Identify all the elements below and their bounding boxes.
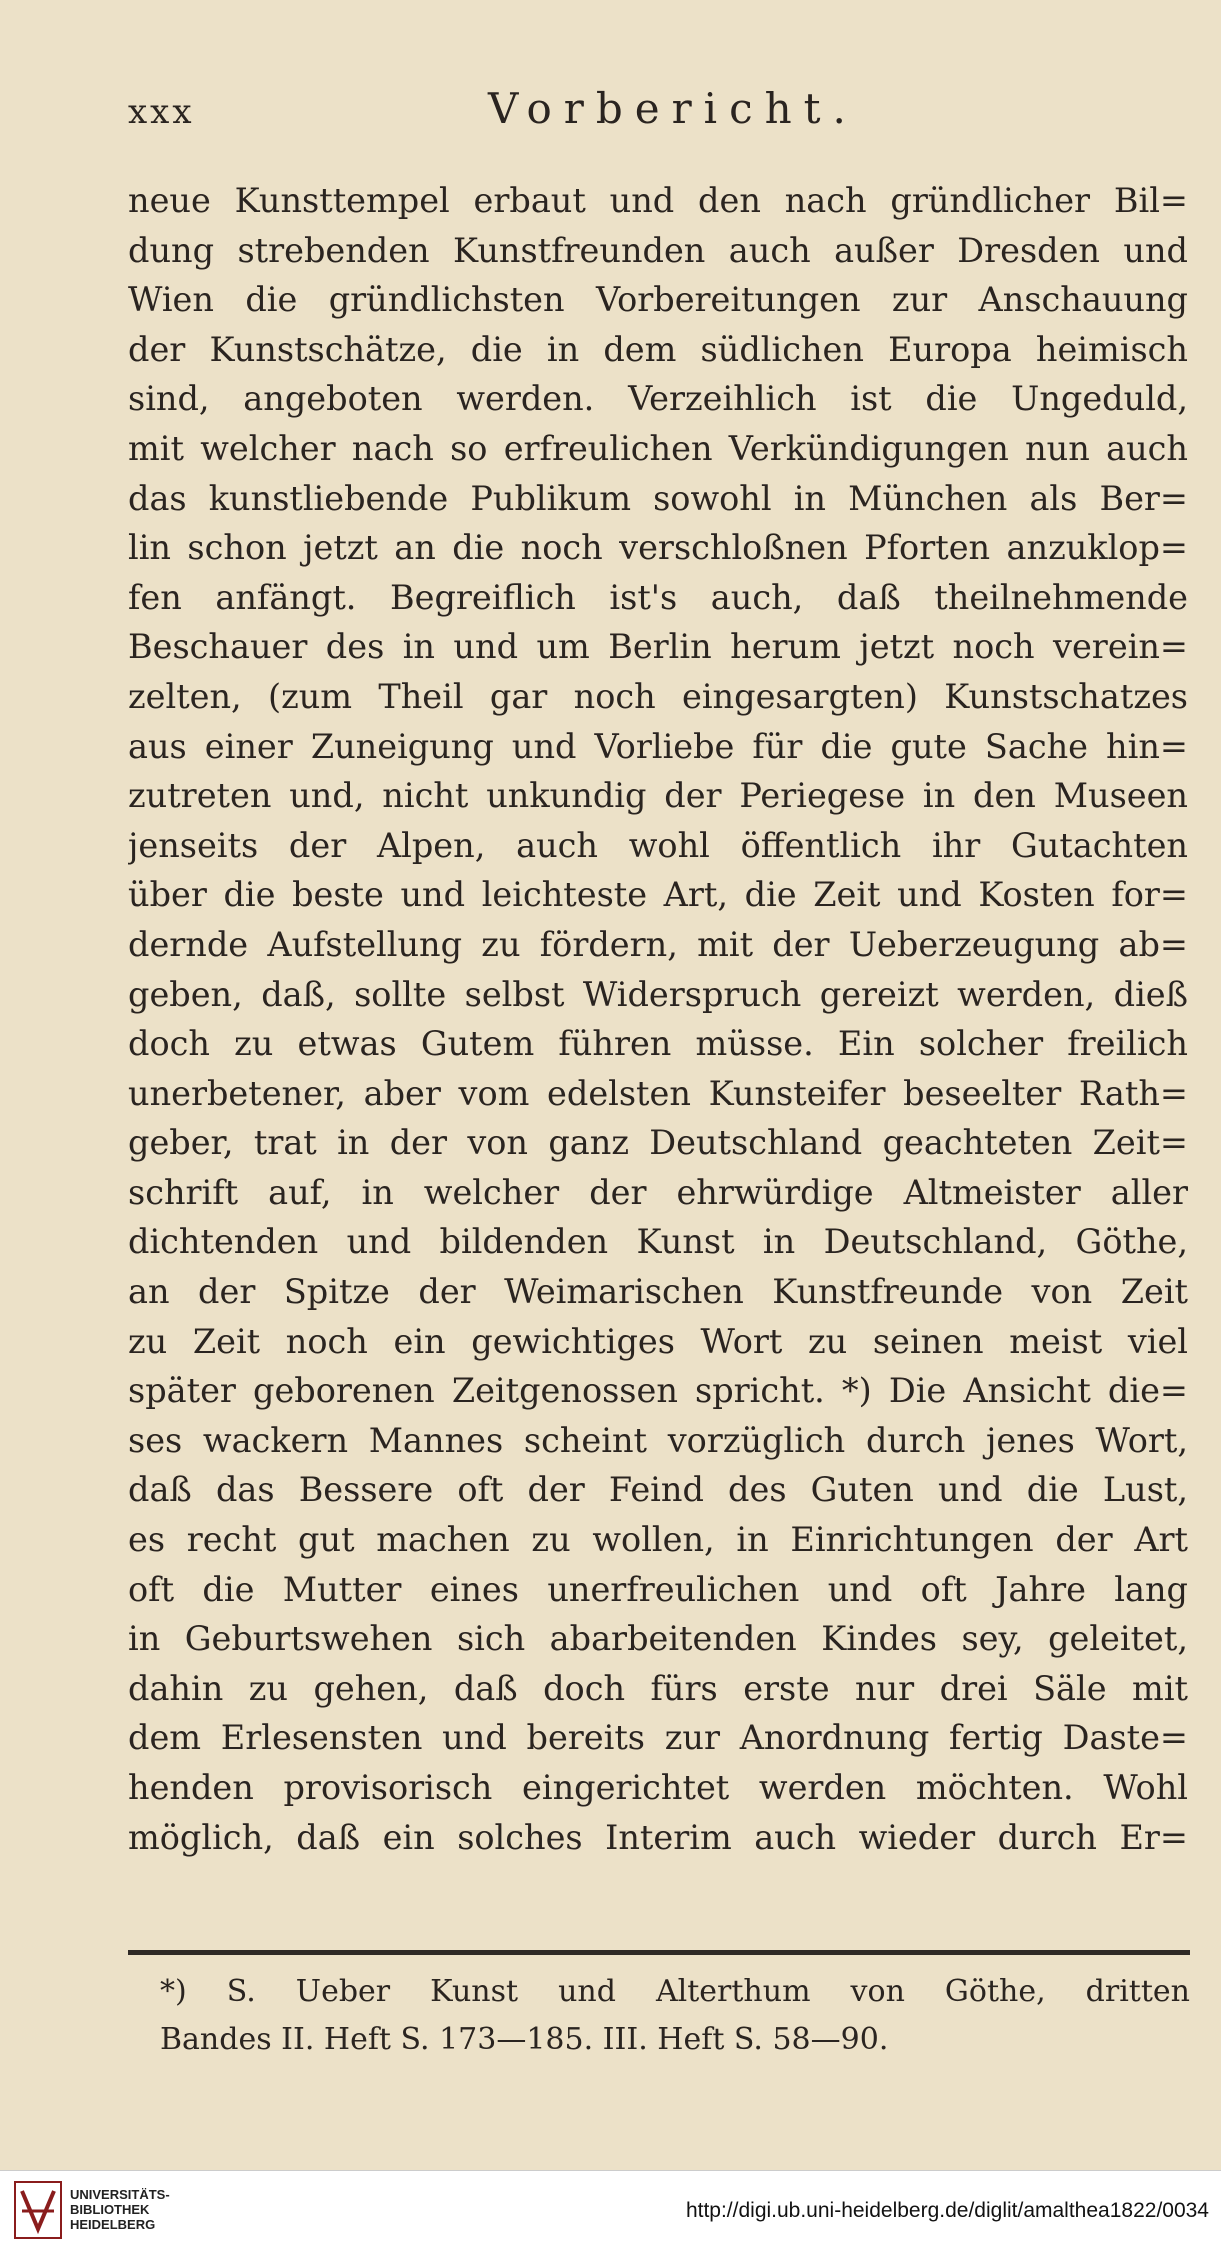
page-number: xxx [128, 92, 195, 132]
text-line: geber, trat in der von ganz Deutschland geachteten Zeit= [128, 1123, 1188, 1163]
footnote [160, 1968, 1190, 2064]
footnote-line: Bandes II. Heft S. 173—185. III. Heft S. 58—90. [160, 2022, 889, 2057]
text-line: möglich, daß ein solches Interim auch wieder durch Er= [128, 1817, 1188, 1857]
text-line: es recht gut machen zu wollen, in Einrichtungen der Art [128, 1520, 1188, 1560]
footnote-rule [128, 1950, 1190, 1955]
text-line: fen anfängt. Begreiflich ist's auch, daß theilnehmende [128, 577, 1188, 617]
text-line: an der Spitze der Weimarischen Kunstfreunde von Zeit [128, 1272, 1188, 1312]
library-logo[interactable] [14, 2181, 224, 2241]
text-line: schrift auf, in welcher der ehrwürdige Altmeister aller [128, 1172, 1188, 1212]
text-line: später geborenen Zeitgenossen spricht. *) Die Ansicht die= [128, 1371, 1188, 1411]
text-line: jenseits der Alpen, auch wohl öffentlich ihr Gutachten [128, 825, 1188, 865]
text-line: in Geburtswehen sich abarbeitenden Kindes sey, geleitet, [128, 1619, 1188, 1659]
text-line: der Kunstschätze, die in dem südlichen Europa heimisch [128, 329, 1188, 369]
text-line: doch zu etwas Gutem führen müsse. Ein solcher freilich [128, 1024, 1188, 1064]
viewer-footer [0, 2170, 1221, 2253]
text-line: henden provisorisch eingerichtet werden möchten. Wohl [128, 1768, 1188, 1807]
library-name-line: HEIDELBERG [70, 2217, 156, 2232]
text-line: mit welcher nach so erfreulichen Verkündigungen nun auch [128, 428, 1188, 468]
text-line: daß das Bessere oft der Feind des Guten und die Lust, [128, 1470, 1188, 1510]
text-line: über die beste und leichteste Art, die Zeit und Kosten for= [128, 875, 1188, 915]
body-text [128, 176, 1188, 1862]
text-line: aus einer Zuneigung und Vorliebe für die gute Sache hin= [128, 726, 1188, 766]
library-name-line: UNIVERSITÄTS- [70, 2187, 170, 2202]
library-name-line: BIBLIOTHEK [70, 2202, 150, 2217]
text-line: ses wackern Mannes scheint vorzüglich durch jenes Wort, [128, 1420, 1188, 1460]
running-head [128, 84, 1188, 144]
text-line: dichtenden und bildenden Kunst in Deutschland, Göthe, [128, 1222, 1188, 1262]
text-line: zelten, (zum Theil gar noch eingesargten) Kunstschatzes [128, 676, 1188, 716]
text-line: das kunstliebende Publikum sowohl in München als Ber= [128, 478, 1188, 518]
text-line: dung strebenden Kunstfreunden auch außer Dresden und [128, 230, 1188, 270]
library-seal-icon [14, 2181, 62, 2239]
permalink-url[interactable]: http://digi.ub.uni-heidelberg.de/diglit/amalthea1822/0034 [685, 2199, 1209, 2222]
text-line: Wien die gründlichsten Vorbereitungen zur Anschauung [128, 280, 1188, 320]
footnote-line: *) S. Ueber Kunst und Alterthum von Göthe, dritten [160, 1974, 1190, 2009]
library-name [70, 2187, 170, 2232]
text-line: neue Kunsttempel erbaut und den nach gründlicher Bil= [128, 181, 1188, 220]
text-line: sind, angeboten werden. Verzeihlich ist die Ungeduld, [128, 379, 1188, 419]
text-line: dem Erlesensten und bereits zur Anordnung fertig Daste= [128, 1718, 1188, 1758]
text-line: dahin zu gehen, daß doch fürs erste nur drei Säle mit [128, 1668, 1188, 1708]
text-line: lin schon jetzt an die noch verschloßnen Pforten anzuklop= [128, 528, 1188, 568]
running-head-title: Vorbericht. [488, 84, 858, 133]
text-line: zu Zeit noch ein gewichtiges Wort zu seinen meist viel [128, 1321, 1188, 1361]
text-line: Beschauer des in und um Berlin herum jetzt noch verein= [128, 627, 1188, 667]
text-line: oft die Mutter eines unerfreulichen und oft Jahre lang [128, 1569, 1188, 1609]
text-line: zutreten und, nicht unkundig der Periegese in den Museen [128, 776, 1188, 816]
text-line: geben, daß, sollte selbst Widerspruch gereizt werden, dieß [128, 974, 1188, 1014]
text-line: dernde Aufstellung zu fördern, mit der Ueberzeugung ab= [128, 924, 1188, 964]
text-line: unerbetener, aber vom edelsten Kunsteifer beseelter Rath= [128, 1073, 1188, 1113]
